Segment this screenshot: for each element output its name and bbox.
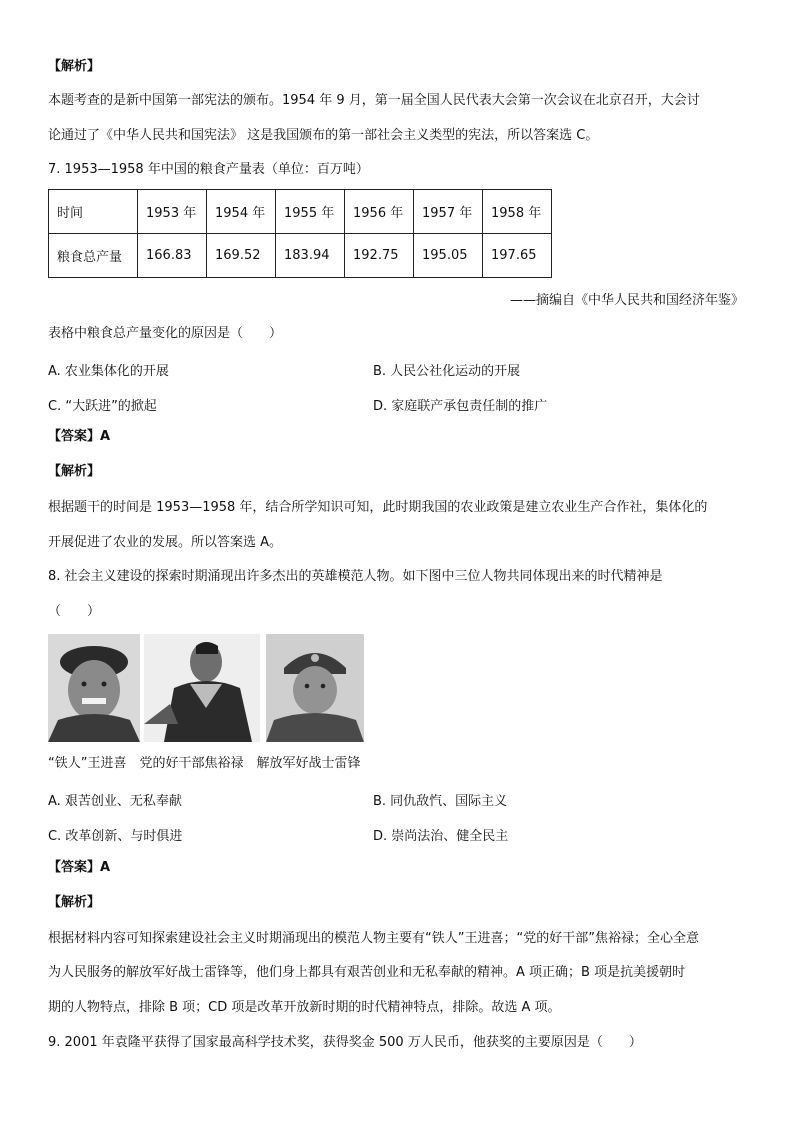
analysis-text-line: 根据题干的时间是 1953—1958 年，结合所学知识可知，此时期我国的农业政策是建立农业生产合作社，集体化的 (48, 500, 708, 515)
table-source-note: ——摘编自《中华人民共和国经济年鉴》 (509, 293, 744, 308)
analysis-text-line: 根据材料内容可知探索建设社会主义时期涌现出的模范人物主要有“铁人”王进喜；“党的好干部”焦裕禄；全心全意 (48, 931, 699, 946)
table-cell: 时间 (49, 190, 138, 234)
question-9-stem: 9. 2001 年袁隆平获得了国家最高科学技术奖，获得奖金 500 万人民币，他获奖的主要原因是（ ） (48, 1035, 642, 1050)
table-row (49, 234, 552, 278)
table-cell: 1957 年 (414, 190, 483, 234)
grain-output-table (48, 189, 552, 278)
table-cell: 1954 年 (207, 190, 276, 234)
table-cell: 1953 年 (138, 190, 207, 234)
analysis-text-line: 本题考查的是新中国第一部宪法的颁布。1954 年 9 月，第一届全国人民代表大会第一次会议在北京召开，大会讨 (48, 93, 700, 108)
option-a[interactable]: A. 农业集体化的开展 (48, 364, 169, 379)
analysis-text-line: 开展促进了农业的发展。所以答案选 A。 (48, 535, 283, 550)
option-d[interactable]: D. 崇尚法治、健全民主 (373, 829, 509, 844)
question-8-stem: 8. 社会主义建设的探索时期涌现出许多杰出的英雄模范人物。如下图中三位人物共同体现出来的时代精神是 (48, 569, 663, 584)
analysis-heading: 【解析】 (48, 895, 101, 910)
table-cell: 183.94 (276, 234, 345, 278)
option-c[interactable]: C. “大跃进”的掀起 (48, 399, 157, 414)
answer-label: 【答案】A (48, 429, 111, 444)
answer-label: 【答案】A (48, 860, 111, 875)
option-b[interactable]: B. 人民公社化运动的开展 (373, 364, 521, 379)
analysis-text-line: 为人民服务的解放军好战士雷锋等，他们身上都具有艰苦创业和无私奉献的精神。A 项正确；B 项是抗美援朝时 (48, 965, 686, 980)
table-cell: 粮食总产量 (49, 234, 138, 278)
analysis-heading: 【解析】 (48, 464, 101, 479)
table-cell: 166.83 (138, 234, 207, 278)
option-b[interactable]: B. 同仇敌忾、国际主义 (373, 794, 508, 809)
option-a[interactable]: A. 艰苦创业、无私奉献 (48, 794, 182, 809)
option-c[interactable]: C. 改革创新、与时俱进 (48, 829, 183, 844)
question-8-paren: （ ） (48, 604, 101, 619)
analysis-text-line: 论通过了《中华人民共和国宪法》 这是我国颁布的第一部社会主义类型的宪法，所以答案选 C。 (48, 128, 599, 143)
photo-jiao-yulu (144, 634, 260, 742)
photo-caption: “铁人”王进喜 党的好干部焦裕禄 解放军好战士雷锋 (48, 756, 361, 771)
question-7-stem: 表格中粮食总产量变化的原因是（ ） (48, 326, 283, 341)
analysis-text-line: 期的人物特点，排除 B 项；CD 项是改革开放新时期的时代精神特点，排除。故选 A 项。 (48, 1000, 561, 1015)
photo-lei-feng (266, 634, 364, 742)
analysis-heading: 【解析】 (48, 59, 101, 74)
table-cell: 192.75 (345, 234, 414, 278)
question-7-title: 7. 1953—1958 年中国的粮食产量表（单位：百万吨） (48, 162, 369, 177)
table-cell: 169.52 (207, 234, 276, 278)
option-d[interactable]: D. 家庭联产承包责任制的推广 (373, 399, 548, 414)
photo-wang-jinxi (48, 634, 140, 742)
table-row (49, 190, 552, 234)
table-cell: 197.65 (483, 234, 552, 278)
table-cell: 195.05 (414, 234, 483, 278)
table-cell: 1956 年 (345, 190, 414, 234)
table-cell: 1958 年 (483, 190, 552, 234)
table-cell: 1955 年 (276, 190, 345, 234)
